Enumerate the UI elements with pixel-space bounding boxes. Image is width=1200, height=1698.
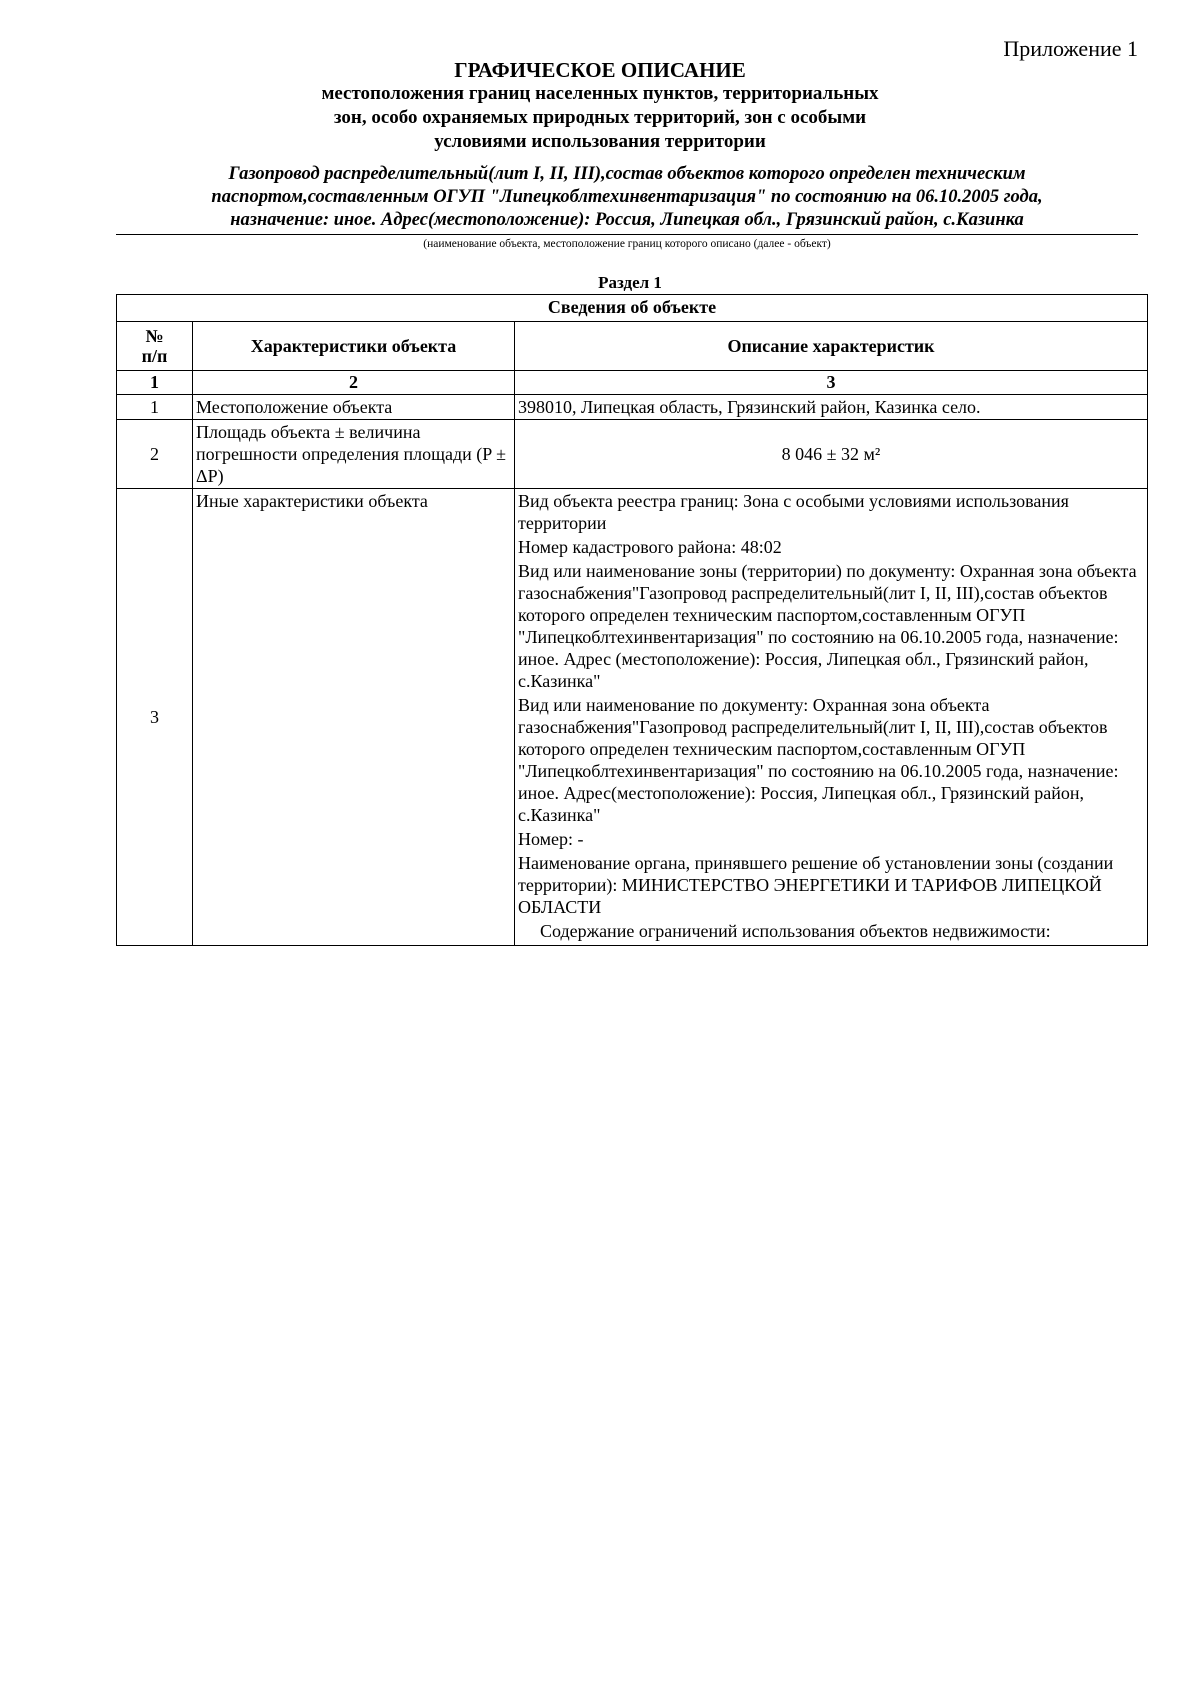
document-subtitle-line-3: условиями использования территории xyxy=(434,131,766,152)
col-number-1: 1 xyxy=(117,371,193,395)
row-3-paragraph: Наименование органа, принявшего решение об установлении зоны (создании территории): МИНИСТЕРСТВО ЭНЕРГЕТИКИ И ТАРИФОВ ЛИПЕЦКОЙ ОБЛАСТИ xyxy=(518,853,1114,917)
object-caption: (наименование объекта, местоположение границ которого описано (далее - объект) xyxy=(423,238,831,250)
col-number-3: 3 xyxy=(515,371,1148,395)
row-3-name: Иные характеристики объекта xyxy=(193,489,515,946)
appendix-label: Приложение 1 xyxy=(1003,36,1138,61)
table-title: Сведения об объекте xyxy=(117,295,1148,322)
row-3-value xyxy=(515,489,1148,946)
document-subtitle-line-1: местоположения границ населенных пунктов, территориальных xyxy=(321,83,879,104)
table-row xyxy=(117,489,1148,946)
row-2-value: 8 046 ± 32 м² xyxy=(515,420,1148,489)
object-info-table xyxy=(116,294,1148,946)
row-2-number: 2 xyxy=(117,420,193,489)
col-header-number-text: № п/п xyxy=(141,326,168,366)
row-3-number: 3 xyxy=(117,489,193,946)
row-3-paragraph: Вид или наименование зоны (территории) по документу: Охранная зона объекта газоснабжения"Газопровод распределительный(лит I, II, III),состав объектов которого определен техническим паспортом,составленным ОГУП "Липецкоблтехинвентаризация" по состоянию на 06.10.2005 года, назначение: иное. Адрес (местоположение): Россия, Липецкая обл., Грязинский район, с.Казинка" xyxy=(518,561,1137,691)
title-block xyxy=(0,58,1200,154)
row-2-name: Площадь объекта ± величина погрешности определения площади (P ± ΔP) xyxy=(193,420,515,489)
row-1-value: 398010, Липецкая область, Грязинский район, Казинка село. xyxy=(515,395,1148,420)
row-3-paragraph: Вид или наименование по документу: Охранная зона объекта газоснабжения"Газопровод распределительный(лит I, II, III),состав объектов которого определен техническим паспортом,составленным ОГУП "Липецкоблтехинвентаризация" по состоянию на 06.10.2005 года, назначение: иное. Адрес(местоположение): Россия, Липецкая обл., Грязинский район, с.Казинка" xyxy=(518,695,1119,825)
col-header-description: Описание характеристик xyxy=(515,322,1148,371)
section-title: Раздел 1 xyxy=(598,273,662,292)
col-header-characteristics: Характеристики объекта xyxy=(193,322,515,371)
row-1-number: 1 xyxy=(117,395,193,420)
object-name-line-1: Газопровод распределительный(лит I, II, III),состав объектов которого определен техническим xyxy=(228,164,1026,184)
table-title-row xyxy=(117,295,1148,322)
document-subtitle-line-2: зон, особо охраняемых природных территорий, зон с особыми xyxy=(333,107,867,128)
object-name-line-2: паспортом,составленным ОГУП "Липецкоблтехинвентаризация" по состоянию на 06.10.2005 года, xyxy=(211,187,1043,207)
row-3-paragraph: Номер: - xyxy=(518,829,584,849)
table-row xyxy=(117,395,1148,420)
object-name-line-3: назначение: иное. Адрес(местоположение): Россия, Липецкая обл., Грязинский район, с.Казинка xyxy=(230,210,1024,230)
table-row xyxy=(117,420,1148,489)
row-1-name: Местоположение объекта xyxy=(193,395,515,420)
document-title: ГРАФИЧЕСКОЕ ОПИСАНИЕ xyxy=(454,58,746,82)
col-number-2: 2 xyxy=(193,371,515,395)
row-3-paragraph: Номер кадастрового района: 48:02 xyxy=(518,537,782,557)
col-header-number xyxy=(117,322,193,371)
row-3-paragraph: Содержание ограничений использования объектов недвижимости: xyxy=(540,921,1051,941)
row-3-paragraph: Вид объекта реестра границ: Зона с особыми условиями использования территории xyxy=(518,491,1069,533)
table-header-row xyxy=(117,322,1148,371)
table-column-numbers-row xyxy=(117,371,1148,395)
object-name xyxy=(116,163,1138,235)
